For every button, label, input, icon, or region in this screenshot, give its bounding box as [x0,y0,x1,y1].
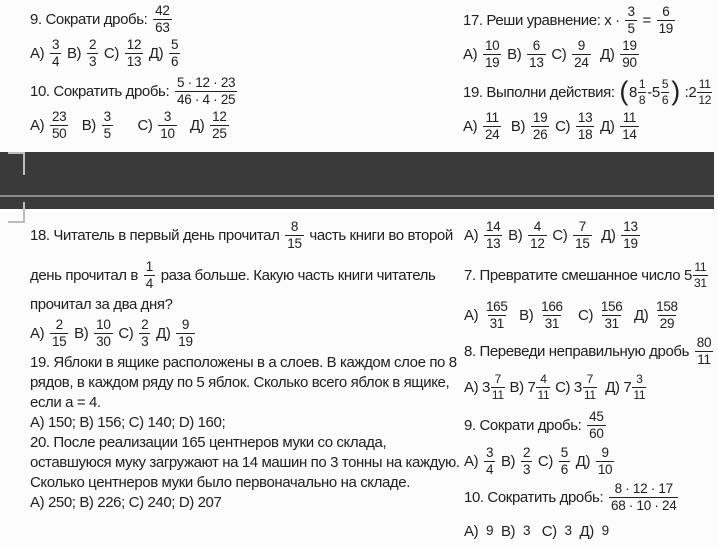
fraction-numerator: 3 [485,444,494,460]
fraction [483,111,501,142]
text-run: Д) [178,116,209,134]
fraction [169,38,180,69]
text-run: А) 150; В) 156; С) 140; D) 160; [30,413,226,431]
fraction-denominator: 50 [51,126,67,141]
text-run: В) [504,226,527,244]
math-line [464,334,718,368]
math-line [464,298,718,332]
fraction-denominator: 12 [698,93,712,107]
fraction-denominator: 63 [155,20,170,35]
fraction-denominator: 26 [532,127,548,142]
math-line [464,408,718,442]
fraction-denominator: 12 [530,236,545,251]
text-run: Сколько центнеров муки было первоначально на складе. [30,473,410,491]
text-run: В) [503,117,529,135]
fraction [587,410,605,441]
fraction [153,4,171,35]
mixed-number [629,78,647,106]
text-run: - [647,83,652,101]
fraction-denominator: 10 [597,462,613,477]
mixed-number [482,373,506,401]
fraction-numerator: 1 [145,258,153,274]
page-corner-mark [8,221,25,223]
text-run: А) [30,44,48,62]
fraction-denominator: 11 [537,388,550,402]
fraction-denominator: 18 [577,127,593,142]
text-run: С) [547,45,571,63]
fraction-numerator: 11 [698,77,711,91]
fraction [50,110,68,141]
fraction-numerator: 11 [694,260,707,274]
text-run: А) 250; В) 226; С) 240; D) 207 [30,493,222,511]
text-run: Д) [575,522,598,540]
fraction-numerator: 6 [532,37,540,53]
fraction-numerator: 165 [485,298,508,314]
text-run: С) [114,324,138,342]
fraction-denominator: 13 [529,55,544,70]
text-run: Д) [593,226,620,244]
text-line [30,472,462,492]
text-run: А) [464,378,482,396]
text-run: 18. Читатель в первый день прочитал [30,226,284,244]
whole-part: 5 [651,83,660,101]
fraction-denominator: 3 [141,334,149,349]
math-line [464,218,718,252]
fraction-numerator: 158 [656,298,678,314]
fraction-denominator: 31 [544,316,560,331]
text-line [30,412,462,432]
math-line [463,75,718,109]
fraction [599,300,625,331]
fraction-numerator: 9 [601,522,609,538]
fraction [144,260,155,291]
text-run: = [638,11,655,29]
text-run: Д) [592,45,619,63]
page-edge-line [0,195,714,197]
math-line [464,444,718,478]
text-run: Д) [152,324,175,342]
text-run: А) [464,306,482,324]
fraction-numerator: 9 [601,444,609,460]
fraction-denominator: 13 [485,236,501,251]
fraction-numerator: 3 [564,522,572,538]
fraction-denominator: 15 [287,236,302,251]
fraction [638,78,646,106]
fraction [125,38,143,69]
text-run: раза больше. Какую часть книги читатель [156,266,436,284]
mixed-number [623,373,647,401]
fraction-denominator: 4 [485,462,494,477]
fraction [600,524,611,539]
fraction-denominator: 29 [659,316,675,331]
fraction [620,39,638,70]
math-line [30,258,462,292]
text-run: 19. Яблоки в ящике расположены в а слоев. В каждом слое по 8 [30,353,457,371]
text-run: А) [30,324,48,342]
fraction-numerator: 5 [171,36,179,52]
fraction-numerator: 2 [88,36,97,52]
text-run: С) [534,522,561,540]
mixed-number [652,78,670,106]
fraction [609,482,678,513]
fraction [483,39,501,70]
fraction-numerator: 10 [96,316,111,332]
fraction-denominator: 6 [661,93,669,107]
fraction-denominator: 60 [589,426,604,441]
fraction-numerator: 13 [577,109,593,125]
text-run: рядов, в каждом ряду по 5 яблок. Сколько всего яблок в ящике, [30,373,450,391]
fraction-denominator: 13 [126,54,142,69]
fraction [657,5,675,36]
fraction-numerator: 10 [484,37,500,53]
text-run: С) [548,226,572,244]
fraction [563,524,574,539]
fraction [484,220,502,251]
fraction-numerator: 3 [103,108,111,124]
whole-part: 5 [684,266,692,284]
fraction [695,336,713,367]
math-line [463,109,718,143]
math-line [464,514,718,548]
whole-part: 8 [628,83,637,101]
text-run: 17. Реши уравнение: x · [463,11,624,29]
fraction-denominator: 19 [658,21,674,36]
fraction [531,111,549,142]
text-line [30,372,462,392]
fraction [50,38,61,69]
text-run: Д) [571,452,594,470]
fraction-numerator: 3 [522,522,531,538]
text-run: В) [70,116,100,134]
math-line [30,74,460,108]
text-run: В) [497,522,519,540]
text-run: часть книги во второй [305,226,453,244]
text-run: Д) [596,117,619,135]
text-run: С) [100,44,123,62]
text-run: А) [463,117,481,135]
fraction-denominator: 19 [623,236,638,251]
fraction-numerator: 8 · 12 · 17 [614,480,673,496]
text-run: А) [464,226,482,244]
page-break-band [0,152,714,209]
fraction-denominator: 19 [484,55,500,70]
fraction-denominator: 15 [575,236,590,251]
fraction [632,373,646,401]
page-column-top-right [463,3,718,143]
fraction-numerator: 6 [662,3,670,19]
fraction [539,300,565,331]
fraction [484,300,510,331]
math-line [30,36,460,70]
page-corner-mark [23,202,25,223]
text-line [30,352,462,372]
math-line [464,370,718,404]
text-run: прочитал за два дня? [30,295,173,313]
text-run: 9. Сократи дробь: [30,10,152,28]
fraction-numerator: 7 [494,372,502,386]
fraction-denominator: 4 [145,276,153,291]
fraction [573,220,591,251]
page-column-bottom-left [30,218,462,512]
fraction [661,78,669,106]
fraction-numerator: 3 [636,372,643,386]
fraction-numerator: 3 [163,108,172,124]
fraction-denominator: 24 [484,127,500,142]
fraction [528,220,546,251]
fraction-numerator: 5 [560,444,568,460]
whole-part: 3 [481,378,490,396]
fraction [50,318,68,349]
fraction-numerator: 4 [533,218,541,234]
paren: ) [671,75,680,106]
text-run: В) [70,324,93,342]
fraction [654,300,680,331]
fraction-numerator: 80 [696,334,712,350]
page-column-top-left [30,2,460,142]
fraction-denominator: 68 · 10 · 24 [611,498,677,513]
fraction [484,446,495,477]
fraction-numerator: 2 [55,316,63,332]
fraction-denominator: 31 [604,316,619,331]
text-run: С) [551,117,574,135]
mixed-number [688,78,713,106]
text-run: В) [511,306,538,324]
fraction-numerator: 13 [623,218,638,234]
fraction-numerator: 4 [540,372,547,386]
text-run: В) [505,378,528,396]
fraction-numerator: 9 [181,316,190,332]
text-run: А) [464,522,482,540]
text-run: 10. Сократить дробь: [30,82,173,100]
text-run: Д) [626,306,653,324]
fraction-numerator: 12 [212,108,227,124]
fraction [484,524,495,539]
page-column-bottom-right [464,218,718,548]
whole-part: 7 [623,378,632,396]
text-run: С) [566,306,597,324]
fraction-numerator: 8 [290,218,299,234]
fraction [210,110,228,141]
fraction-denominator: 11 [491,388,504,402]
fraction-numerator: 7 [586,372,593,386]
fraction [491,373,505,401]
math-line [464,258,718,292]
fraction [620,111,638,142]
fraction [621,220,639,251]
text-run: А) [464,452,482,470]
whole-part: 2 [688,83,697,101]
text-run: С) [534,452,557,470]
fraction-numerator: 23 [51,108,67,124]
fraction-denominator: 10 [160,126,175,141]
text-run: В) [63,44,85,62]
fraction-denominator: 15 [51,334,67,349]
fraction-denominator: 11 [633,388,646,402]
fraction [572,39,590,70]
fraction [521,446,532,477]
text-line [30,492,462,512]
fraction-numerator: 12 [126,36,142,52]
fraction-numerator: 19 [622,37,637,53]
text-run: 20. После реализации 165 центнеров муки со склада, [30,433,387,451]
text-line [30,432,462,452]
math-line [30,316,462,350]
math-line [464,480,718,514]
fraction [583,373,597,401]
fraction-denominator: 5 [627,21,635,36]
text-run: день прочитал в [30,266,142,284]
fraction-denominator: 30 [96,334,111,349]
fraction [94,318,112,349]
fraction [139,318,150,349]
mixed-number [684,261,709,289]
fraction [536,373,550,401]
fraction-denominator: 90 [622,55,637,70]
text-run: Д) [597,378,624,396]
page-corner-mark [23,152,25,175]
paren: ( [619,75,628,106]
fraction-numerator: 166 [541,298,563,314]
fraction [527,39,545,70]
text-run: В) [497,452,519,470]
fraction [693,261,708,289]
fraction-denominator: 3 [522,462,531,477]
text-line [30,392,462,412]
fraction-denominator: 31 [489,316,504,331]
text-line [30,294,462,314]
fraction-numerator: 14 [485,218,501,234]
fraction-numerator: 19 [532,109,548,125]
math-line [463,3,718,37]
fraction-numerator: 3 [51,36,60,52]
fraction-numerator: 5 [661,77,669,91]
text-run: 8. Переведи неправильную дробь [464,342,693,360]
fraction-denominator: 25 [212,126,227,141]
text-run: 10. Сократить дробь: [464,488,607,506]
fraction [175,76,237,107]
fraction-numerator: 11 [622,109,637,125]
text-run: С) [551,378,574,396]
fraction [87,38,98,69]
text-run: : [680,83,689,101]
fraction [285,220,303,251]
fraction-numerator: 3 [627,3,635,19]
fraction-denominator: 6 [560,462,568,477]
mixed-number [574,373,598,401]
text-run: 9. Сократи дробь: [464,416,586,434]
fraction-numerator: 2 [141,316,149,332]
math-line [30,2,460,36]
fraction [596,446,614,477]
fraction-denominator: 14 [622,127,637,142]
text-run: А) [463,45,481,63]
fraction [158,110,176,141]
math-line [30,108,460,142]
fraction-numerator: 5 · 12 · 23 [177,74,236,90]
whole-part: 7 [527,378,536,396]
fraction-denominator: 11 [583,388,596,402]
text-run: оставшуюся муку загружают на 14 машин по 3 тонны на каждую. [30,453,460,471]
fraction-denominator: 3 [88,54,97,69]
fraction-denominator: 4 [51,54,60,69]
text-run: если а = 4. [30,393,101,411]
text-run: Д) [145,44,168,62]
fraction-denominator: 19 [178,334,193,349]
fraction-numerator: 156 [600,298,623,314]
fraction [102,110,113,141]
fraction [576,111,594,142]
mixed-number [528,373,552,401]
fraction [176,318,194,349]
fraction-numerator: 2 [522,444,531,460]
math-line [463,37,718,71]
fraction [697,78,712,106]
fraction-numerator: 9 [577,37,585,53]
fraction-denominator: 5 [103,126,111,141]
math-line [30,218,462,252]
whole-part: 3 [573,378,582,396]
fraction-denominator: 11 [697,352,711,367]
fraction-numerator: 42 [155,2,170,18]
text-run: А) [30,116,48,134]
fraction-denominator: 6 [171,54,179,69]
fraction-numerator: 1 [638,77,646,91]
fraction-denominator: 8 [638,93,646,107]
fraction-denominator: 46 · 4 · 25 [177,92,236,107]
fraction [625,5,636,36]
text-run: 19. Выполни действия: [463,83,619,101]
fraction-numerator: 9 [485,522,494,538]
fraction-numerator: 11 [485,109,499,125]
text-run: В) [503,45,526,63]
fraction-numerator: 45 [589,408,604,424]
text-line [30,452,462,472]
fraction-denominator: 24 [574,55,589,70]
fraction-denominator: 31 [693,276,707,290]
fraction [559,446,570,477]
fraction-numerator: 7 [578,218,586,234]
text-run: С) [114,116,157,134]
text-run: 7. Превратите смешанное число [464,266,685,284]
fraction [521,524,532,539]
